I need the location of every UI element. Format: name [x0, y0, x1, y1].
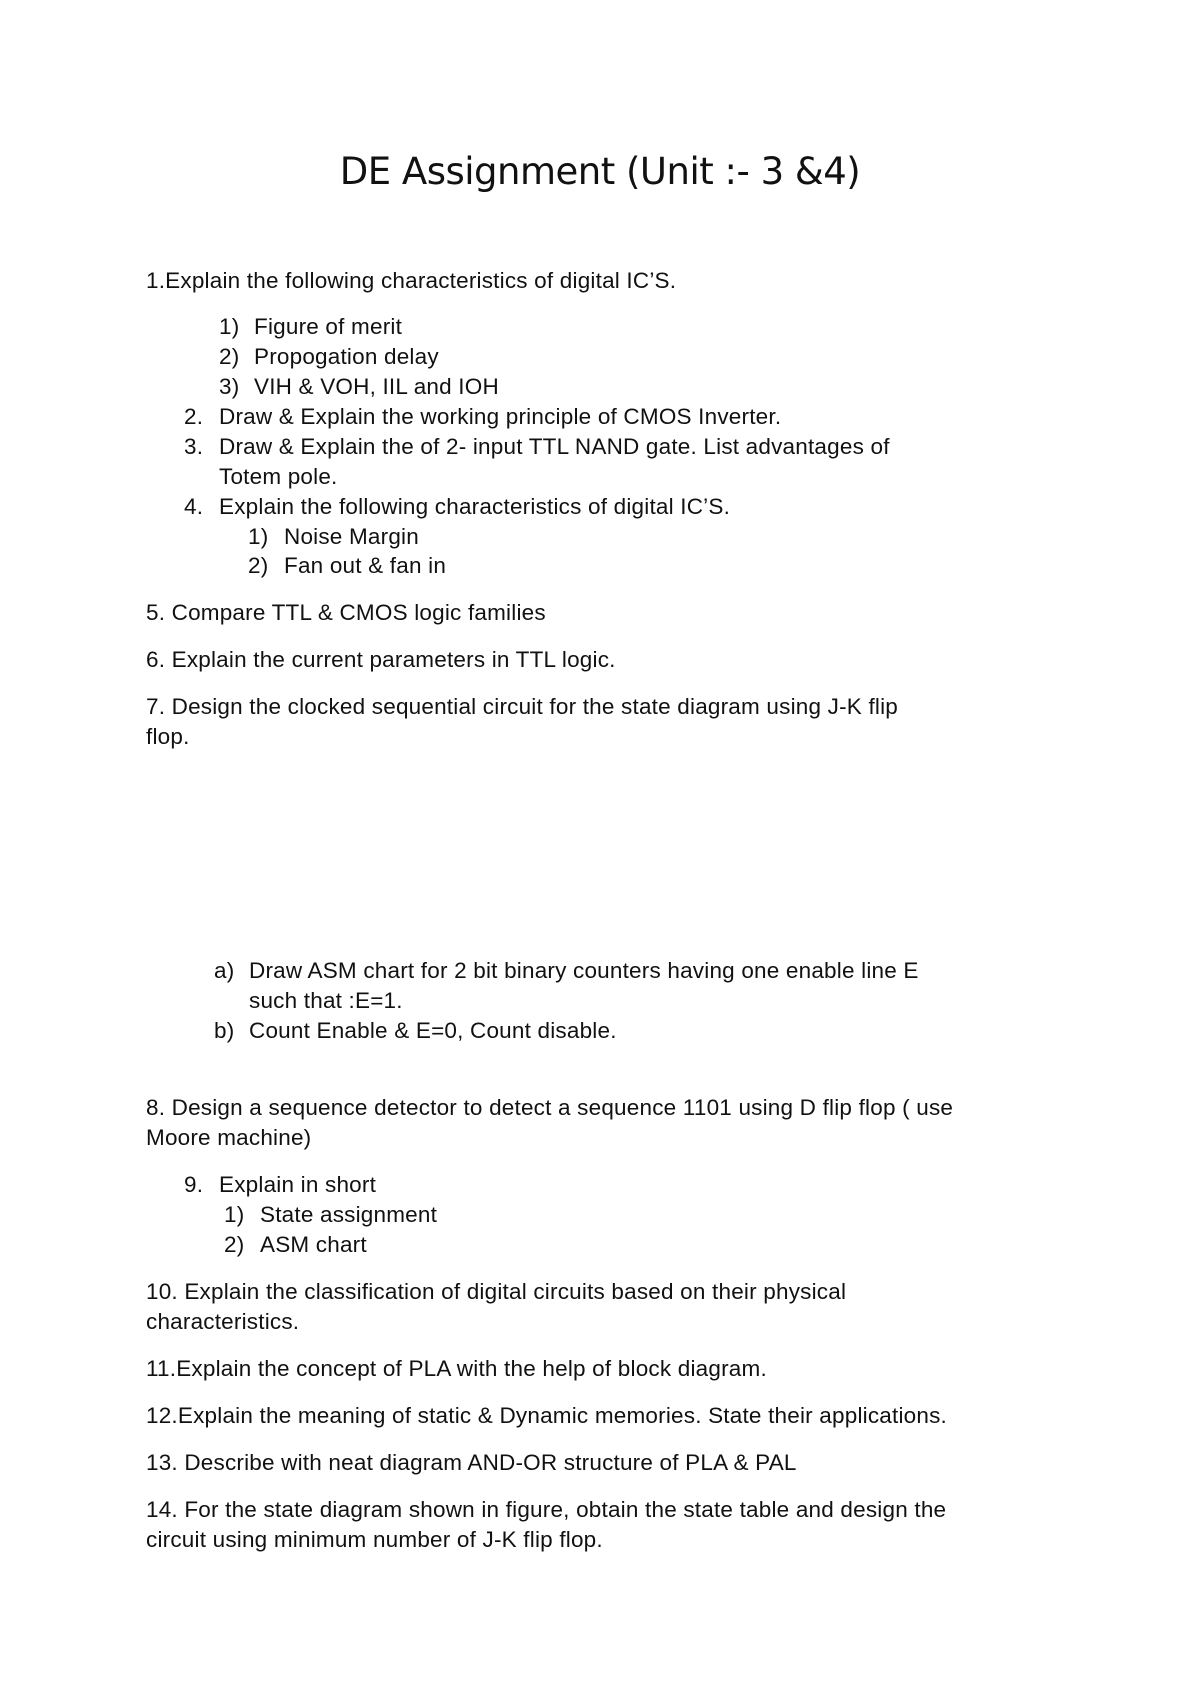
- q1-item-3: VIH & VOH, IIL and IOH: [254, 374, 499, 399]
- question-5: 5. Compare TTL & CMOS logic families: [146, 600, 546, 625]
- question-4: Explain the following characteristics of digital IC’S.: [219, 494, 731, 519]
- q1-item-1-num: 1): [219, 314, 240, 339]
- q4-item-1-num: 1): [248, 524, 269, 549]
- question-1: 1.Explain the following characteristics of digital IC’S.: [146, 268, 677, 293]
- sub-a-line-2: such that :E=1.: [249, 988, 403, 1013]
- q9-item-2: ASM chart: [260, 1232, 367, 1257]
- question-11: 11.Explain the concept of PLA with the help of block diagram.: [146, 1356, 767, 1381]
- q9-item-2-num: 2): [224, 1232, 245, 1257]
- sub-b: Count Enable & E=0, Count disable.: [249, 1018, 617, 1043]
- question-7-line-2: flop.: [146, 724, 190, 749]
- q1-item-1: Figure of merit: [254, 314, 403, 339]
- question-9: Explain in short: [219, 1172, 377, 1197]
- question-2: Draw & Explain the working principle of CMOS Inverter.: [219, 404, 782, 429]
- question-6: 6. Explain the current parameters in TTL logic.: [146, 647, 616, 672]
- question-2-num: 2.: [184, 404, 204, 429]
- question-13: 13. Describe with neat diagram AND-OR structure of PLA & PAL: [146, 1450, 797, 1475]
- question-14-line-2: circuit using minimum number of J-K flip flop.: [146, 1527, 603, 1552]
- question-10-line-1: 10. Explain the classification of digital circuits based on their physical: [146, 1279, 847, 1304]
- sub-b-num: b): [214, 1018, 235, 1043]
- question-3-line-1: Draw & Explain the of 2- input TTL NAND gate. List advantages of: [219, 434, 890, 459]
- sub-a-num: a): [214, 958, 235, 983]
- page-title: DE Assignment (Unit :- 3 &4): [339, 150, 861, 193]
- question-4-num: 4.: [184, 494, 204, 519]
- q9-item-1-num: 1): [224, 1202, 245, 1227]
- q9-item-1: State assignment: [260, 1202, 438, 1227]
- q4-item-2-num: 2): [248, 553, 269, 578]
- question-3-line-2: Totem pole.: [219, 464, 338, 489]
- question-8-line-1: 8. Design a sequence detector to detect a sequence 1101 using D flip flop ( use: [146, 1095, 954, 1120]
- question-12: 12.Explain the meaning of static & Dynamic memories. State their applications.: [146, 1403, 947, 1428]
- question-3-num: 3.: [184, 434, 204, 459]
- question-14-line-1: 14. For the state diagram shown in figure, obtain the state table and design the: [146, 1497, 947, 1522]
- q1-item-2-num: 2): [219, 344, 240, 369]
- question-7-line-1: 7. Design the clocked sequential circuit for the state diagram using J-K flip: [146, 694, 899, 719]
- q1-item-2: Propogation delay: [254, 344, 439, 369]
- question-9-num: 9.: [184, 1172, 204, 1197]
- q1-item-3-num: 3): [219, 374, 240, 399]
- sub-a-line-1: Draw ASM chart for 2 bit binary counters having one enable line E: [249, 958, 919, 983]
- q4-item-2: Fan out & fan in: [284, 553, 447, 578]
- q4-item-1: Noise Margin: [284, 524, 419, 549]
- question-10-line-2: characteristics.: [146, 1309, 300, 1334]
- question-8-line-2: Moore machine): [146, 1125, 312, 1150]
